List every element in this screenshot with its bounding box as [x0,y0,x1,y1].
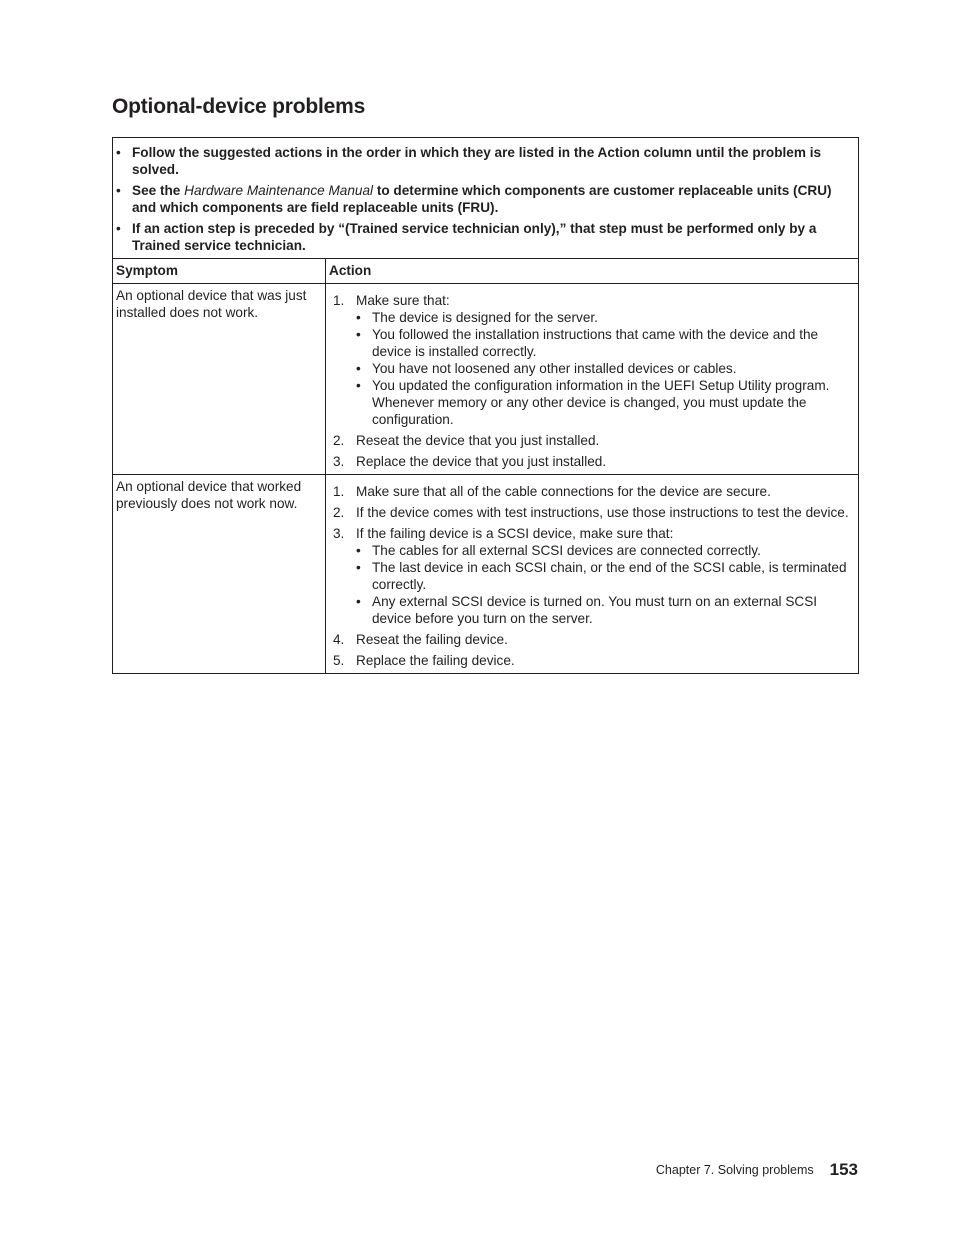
bullet-icon: • [116,221,121,236]
symptom-cell: An optional device that was just installed does not work. [113,284,326,475]
step-number: 1. [333,293,345,308]
action-step [333,652,850,669]
bullet-icon: • [356,594,361,609]
sub-item [356,326,850,360]
page-footer [656,1160,858,1180]
sub-item [356,360,850,377]
step-number: 3. [333,454,345,469]
action-step [333,432,850,449]
sub-item-text: You have not loosened any other installed devices or cables. [372,361,737,376]
bullet-icon: • [356,378,361,393]
sub-item-text: The last device in each SCSI chain, or the end of the SCSI cable, is terminated correctly. [372,560,847,592]
table-row [113,475,858,674]
chapter-label: Chapter 7. Solving problems [655,1163,814,1177]
bullet-icon: • [356,361,361,376]
action-step [333,504,850,521]
action-step [333,453,850,470]
action-step [333,631,850,648]
sub-item [356,559,850,593]
sub-list [356,309,850,428]
instruction-note [116,182,852,216]
step-number: 2. [333,433,345,448]
step-text: Reseat the device that you just installed. [356,433,600,448]
step-text: Make sure that: [356,293,450,308]
step-number: 3. [333,526,345,541]
symptom-action-table [113,259,858,673]
action-column-header: Action [326,259,859,284]
instruction-note [116,220,852,254]
step-text: If the device comes with test instructions, use those instructions to test the device. [356,505,849,520]
sub-item-text: You followed the installation instructions that came with the device and the device is installed correctly. [372,327,819,359]
sub-item-text: The device is designed for the server. [372,310,598,325]
note-text-before: See the [132,183,185,198]
action-step [333,525,850,627]
table-row [113,284,858,475]
note-text: If an action step is preceded by “(Trained service technician only),” that step must be performed only by a Trained service technician. [132,221,817,253]
action-steps [329,478,854,669]
action-cell [326,284,859,475]
sub-item [356,377,850,428]
sub-item [356,593,850,627]
optional-device-problems-table [112,137,859,674]
step-text: Reseat the failing device. [356,632,508,647]
step-number: 4. [333,632,345,647]
step-text: Replace the device that you just installed. [356,454,607,469]
instruction-notes [113,138,858,259]
bullet-icon: • [356,327,361,342]
page-number: 153 [829,1160,858,1179]
step-text: If the failing device is a SCSI device, make sure that: [356,526,674,541]
step-text: Make sure that all of the cable connections for the device are secure. [356,484,771,499]
action-steps [329,287,854,470]
page-title: Optional-device problems [112,95,366,118]
action-cell [326,475,859,674]
bullet-icon: • [356,310,361,325]
sub-item-text: Any external SCSI device is turned on. You must turn on an external SCSI device before you turn on the server. [372,594,818,626]
step-number: 2. [333,505,345,520]
step-text: Replace the failing device. [356,653,515,668]
sub-list [356,542,850,627]
step-number: 1. [333,484,345,499]
table-header-row [113,259,858,284]
bullet-icon: • [356,560,361,575]
step-number: 5. [333,653,345,668]
sub-item-text: You updated the configuration information in the UEFI Setup Utility program. Whenever memory or any other device is changed, you must update the configuration. [372,378,830,427]
symptom-column-header: Symptom [113,259,326,284]
action-step [333,292,850,428]
bullet-icon: • [356,543,361,558]
symptom-cell: An optional device that worked previously does not work now. [113,475,326,674]
sub-item [356,542,850,559]
manual-title-link-text: Hardware Maintenance Manual [184,183,374,198]
instruction-note [116,144,852,178]
sub-item-text: The cables for all external SCSI devices are connected correctly. [372,543,761,558]
action-step [333,483,850,500]
note-text: Follow the suggested actions in the order in which they are listed in the Action column until the problem is solved. [132,145,822,177]
sub-item [356,309,850,326]
bullet-icon: • [116,145,121,160]
bullet-icon: • [116,183,121,198]
note-text-after: to determine which components are customer replaceable units (CRU) and which components are field replaceable units (FRU). [132,183,832,215]
